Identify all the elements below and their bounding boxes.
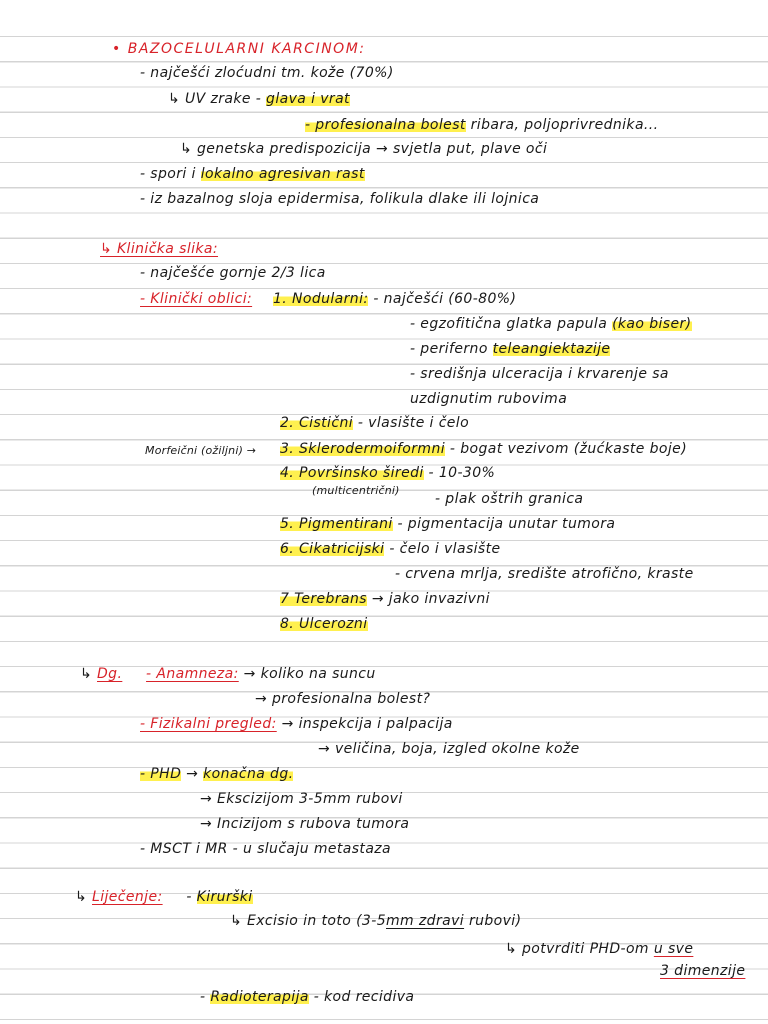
line-dg-anamneza xyxy=(80,665,376,683)
line-phd xyxy=(140,765,293,783)
radio-text: - kod recidiva xyxy=(313,989,415,1005)
cisticni-highlight: 2. Cistični xyxy=(280,415,354,431)
periferno-text: - periferno xyxy=(410,341,488,357)
phd-arrow: → xyxy=(186,766,199,782)
kao-biser-highlight: (kao biser) xyxy=(612,316,692,332)
line-uzdignutim-rubovima: uzdignutim rubovima xyxy=(410,391,568,407)
line-incizijom: → Incizijom s rubova tumora xyxy=(200,816,410,832)
tri-dimenzije: 3 dimenzije xyxy=(660,963,746,979)
dg-arrow: ↳ xyxy=(80,666,93,682)
line-sredisnja-ulceracija: - središnja ulceracija i krvarenje sa xyxy=(410,366,669,382)
kirurski-highlight: Kirurški xyxy=(196,889,253,905)
line-pigmentirani xyxy=(280,515,615,533)
pigmentirani-text: - pigmentacija unutar tumora xyxy=(397,516,616,532)
line-ulcerozni xyxy=(280,615,368,633)
konacna-dg-highlight: konačna dg. xyxy=(203,766,294,782)
cikatricijski-text: - čelo i vlasište xyxy=(389,541,501,557)
anamneza-text: → koliko na suncu xyxy=(243,666,376,682)
line-lijecenje xyxy=(75,888,253,906)
ulcerozni-highlight: 8. Ulcerozni xyxy=(280,616,368,632)
fizikalni-text: → inspekcija i palpacija xyxy=(281,716,453,732)
line-plak: - plak oštrih granica xyxy=(435,491,584,507)
multicentricni-label: (multicentrični) xyxy=(312,484,400,497)
line-najcesci-zlocudni: - najčešći zloćudni tm. kože (70%) xyxy=(140,65,394,81)
line-potvrditi xyxy=(505,940,693,958)
section-title-klinicka-slika: ↳ Klinička slika: xyxy=(100,241,219,257)
line-radioterapija xyxy=(200,988,414,1006)
line-msct-mr: - MSCT i MR - u slučaju metastaza xyxy=(140,841,392,857)
radio-dash: - xyxy=(200,989,206,1005)
povrsinsko-postotak: - 10-30% xyxy=(428,465,496,481)
terebrans-highlight: 7 Terebrans xyxy=(280,591,367,607)
dg-label: Dg. xyxy=(97,666,123,682)
cisticni-text: - vlasište i čelo xyxy=(357,415,470,431)
pigmentirani-highlight: 5. Pigmentirani xyxy=(280,516,393,532)
fizikalni-pregled-label: - Fizikalni pregled: xyxy=(140,716,277,732)
radioterapija-highlight: Radioterapija xyxy=(210,989,309,1005)
section-title-bazocelularni: • BAZOCELULARNI KARCINOM: xyxy=(112,41,366,57)
ribara-text: ribara, poljoprivrednika... xyxy=(470,117,659,133)
line-periferno xyxy=(410,340,610,358)
line-velicina: → veličina, boja, izgled okolne kože xyxy=(318,741,580,757)
glava-vrat-highlight: glava i vrat xyxy=(266,91,350,107)
cikatricijski-highlight: 6. Cikatricijski xyxy=(280,541,385,557)
line-klinicki-oblici xyxy=(140,290,516,308)
lokalno-agresivan-highlight: lokalno agresivan rast xyxy=(200,166,365,182)
egzofiticna-text: - egzofitična glatka papula xyxy=(410,316,608,332)
klinicki-oblici-label: - Klinički oblici: xyxy=(140,291,253,307)
excisio-text: ↳ Excisio in toto (3-5 xyxy=(230,913,386,929)
terebrans-text: → jako invazivni xyxy=(371,591,490,607)
line-profesionalna-bolest xyxy=(305,116,658,134)
phd-highlight: - PHD xyxy=(140,766,182,782)
line-uv-zrake xyxy=(168,90,350,108)
line-sklerodermoiformni xyxy=(280,440,687,458)
line-ekscizijom: → Ekscizijom 3-5mm rubovi xyxy=(200,791,403,807)
sklerodermoiformni-text: - bogat vezivom (žućkaste boje) xyxy=(449,441,688,457)
povrsinsko-highlight: 4. Površinsko širedi xyxy=(280,465,424,481)
potvrditi-text: ↳ potvrditi PHD-om xyxy=(505,941,649,957)
line-profesionalna-bolest-2: → profesionalna bolest? xyxy=(255,691,431,707)
zdravi-underline: mm zdravi xyxy=(386,913,465,929)
uv-zrake-text: ↳ UV zrake - xyxy=(168,91,262,107)
line-cikatricijski xyxy=(280,540,501,558)
line-povrsinsko xyxy=(280,464,495,482)
lijecenje-arrow: ↳ xyxy=(75,889,88,905)
line-crvena-mrlja: - crvena mrlja, središte atrofično, kraste xyxy=(395,566,694,582)
morfeicni-label: Morfeični (ožiljni) → xyxy=(145,444,257,457)
line-cisticni xyxy=(280,414,469,432)
teleangiektazije-highlight: teleangiektazije xyxy=(492,341,611,357)
profesionalna-bolest-highlight: - profesionalna bolest xyxy=(305,117,466,133)
line-bazalnog-sloja: - iz bazalnog sloja epidermisa, folikula dlake ili lojnica xyxy=(140,191,540,207)
nodularni-highlight: 1. Nodularni: xyxy=(272,291,369,307)
spori-text: - spori i xyxy=(140,166,196,182)
u-sve-underline: u sve xyxy=(653,941,694,957)
line-excisio xyxy=(230,912,521,930)
sklerodermoiformni-highlight: 3. Sklerodermoiformni xyxy=(280,441,446,457)
nodularni-najcesci: - najčešći (60-80%) xyxy=(373,291,517,307)
line-fizikalni-pregled xyxy=(140,715,453,733)
line-gornje-lica: - najčešće gornje 2/3 lica xyxy=(140,265,326,281)
lijecenje-label: Liječenje: xyxy=(92,889,163,905)
line-spori-rast xyxy=(140,165,365,183)
anamneza-label: - Anamneza: xyxy=(146,666,239,682)
line-genetska: ↳ genetska predispozicija → svjetla put, plave oči xyxy=(180,141,548,157)
line-terebrans xyxy=(280,590,490,608)
rubovi-text: rubovi) xyxy=(468,913,522,929)
kirurski-dash: - xyxy=(186,889,192,905)
line-egzofiticna xyxy=(410,315,692,333)
